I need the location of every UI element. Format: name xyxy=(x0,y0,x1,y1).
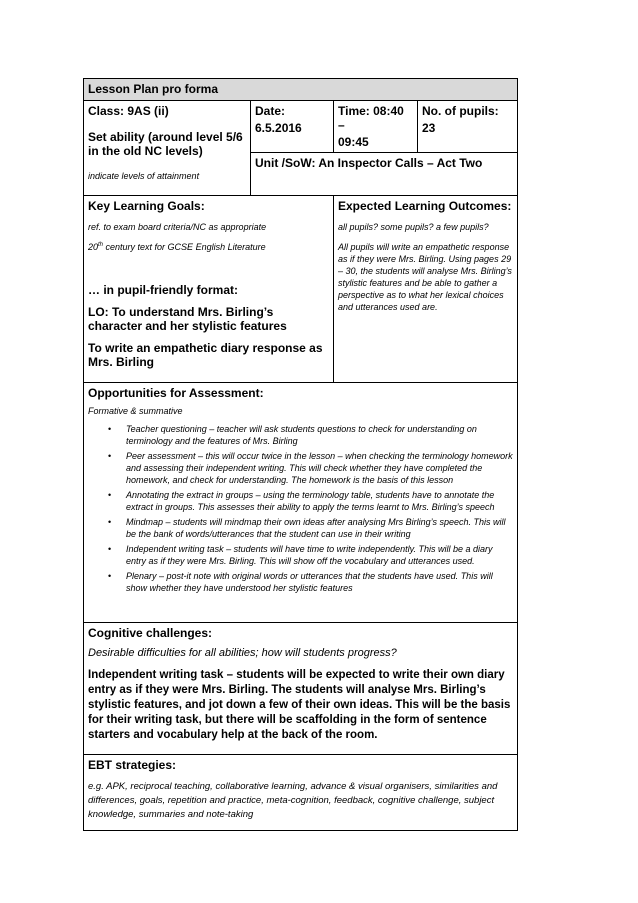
goals-text: 20th century text for GCSE English Literature xyxy=(88,242,266,252)
attainment-note: indicate levels of attainment xyxy=(88,171,200,181)
class-label: Class: 9AS (ii) xyxy=(88,104,169,118)
class-cell xyxy=(84,101,251,196)
goals-lo: LO: To understand Mrs. Birling’s character and her stylistic features xyxy=(88,305,287,333)
lesson-plan-table xyxy=(83,78,518,831)
cognitive-body: Independent writing task – students will be expected to write their own diary entry as if they were Mrs. Birling. The students will analyse Mrs. Birling’s stylistic features, and jot down a few of their own ideas. This will be the basis for their writing task, but there will be scaffolding in the form of sentence starters and vocabulary help at the back of the room. xyxy=(88,669,511,741)
assessment-item: • Plenary – post-it note with original words or utterances that the students have used. This will show whether they have understood her stylistic features xyxy=(108,571,493,593)
goals-diary: To write an empathetic diary response as Mrs. Birling xyxy=(88,341,323,369)
outcomes-heading: Expected Learning Outcomes: xyxy=(338,199,512,213)
pupils-value: 23 xyxy=(422,121,436,135)
pupils-label: No. of pupils: xyxy=(422,104,499,118)
unit-cell xyxy=(251,153,518,196)
assessment-item: • Peer assessment – this will occur twice in the lesson – when checking the terminology homework and assessing their independent writing. This will check whether they have completed the homework, and check for understanding. The homework is the basis of this lesson xyxy=(108,451,513,485)
date-cell xyxy=(251,101,334,153)
assessment-cell xyxy=(84,383,518,623)
ebt-body: e.g. APK, reciprocal teaching, collaborative learning, advance & visual organisers, similarities and differences, goals, repetition and practice, meta-cognition, feedback, cognitive challenge, subject knowledge, summaries and note-taking xyxy=(88,781,498,820)
form-title: Lesson Plan pro forma xyxy=(88,82,219,96)
time-label: Time: 08:40 – xyxy=(338,104,404,132)
date-value: 6.5.2016 xyxy=(255,121,302,135)
assessment-item: • Independent writing task – students will have time to write independently. This will be a diary entry as if they were Mrs. Birling. This will show off the vocabulary and utterances used. xyxy=(108,544,493,566)
assessment-sub: Formative & summative xyxy=(88,406,183,416)
outcomes-body: All pupils will write an empathetic response as if they were Mrs. Birling. Using pages 29 – 30, the students will analyse Mrs. Birling’s stylistic features and be able to gather a perspective as to what her lexical choices and utterances used are. xyxy=(338,242,512,312)
goals-heading: Key Learning Goals: xyxy=(88,199,205,213)
ebt-heading: EBT strategies: xyxy=(88,758,177,772)
assessment-item: • Mindmap – students will mindmap their own ideas after analysing Mrs Birling’s speech. This will be the bank of words/utterances that the student can use in their writing xyxy=(108,517,506,539)
time-cell xyxy=(334,101,418,153)
assessment-item: • Annotating the extract in groups – using the terminology table, students have to annotate the extract in groups. This assesses their ability to apply the terms learnt to Mrs. Birling’s speech xyxy=(108,490,495,512)
outcomes-sub: all pupils? some pupils? a few pupils? xyxy=(338,222,489,232)
assessment-list xyxy=(88,423,513,594)
goals-friendly-heading: … in pupil-friendly format: xyxy=(88,283,238,297)
cognitive-sub: Desirable difficulties for all abilities; how will students progress? xyxy=(88,647,397,659)
outcomes-cell xyxy=(334,196,518,383)
assessment-item: • Teacher questioning – teacher will ask students questions to check for understanding on terminology and the features of Mrs. Birling xyxy=(108,424,477,446)
goals-cell xyxy=(84,196,334,383)
cognitive-heading: Cognitive challenges: xyxy=(88,626,213,640)
goals-ref: ref. to exam board criteria/NC as appropriate xyxy=(88,222,267,232)
form-title-cell xyxy=(84,79,518,101)
pupils-cell xyxy=(418,101,518,153)
assessment-heading: Opportunities for Assessment: xyxy=(88,386,264,400)
set-ability: Set ability (around level 5/6 in the old NC levels) xyxy=(88,130,243,158)
ebt-cell xyxy=(84,755,518,831)
cognitive-cell xyxy=(84,623,518,755)
time-value: 09:45 xyxy=(338,135,369,149)
unit-sow: Unit /SoW: An Inspector Calls – Act Two xyxy=(255,156,483,170)
date-label: Date: xyxy=(255,104,286,118)
